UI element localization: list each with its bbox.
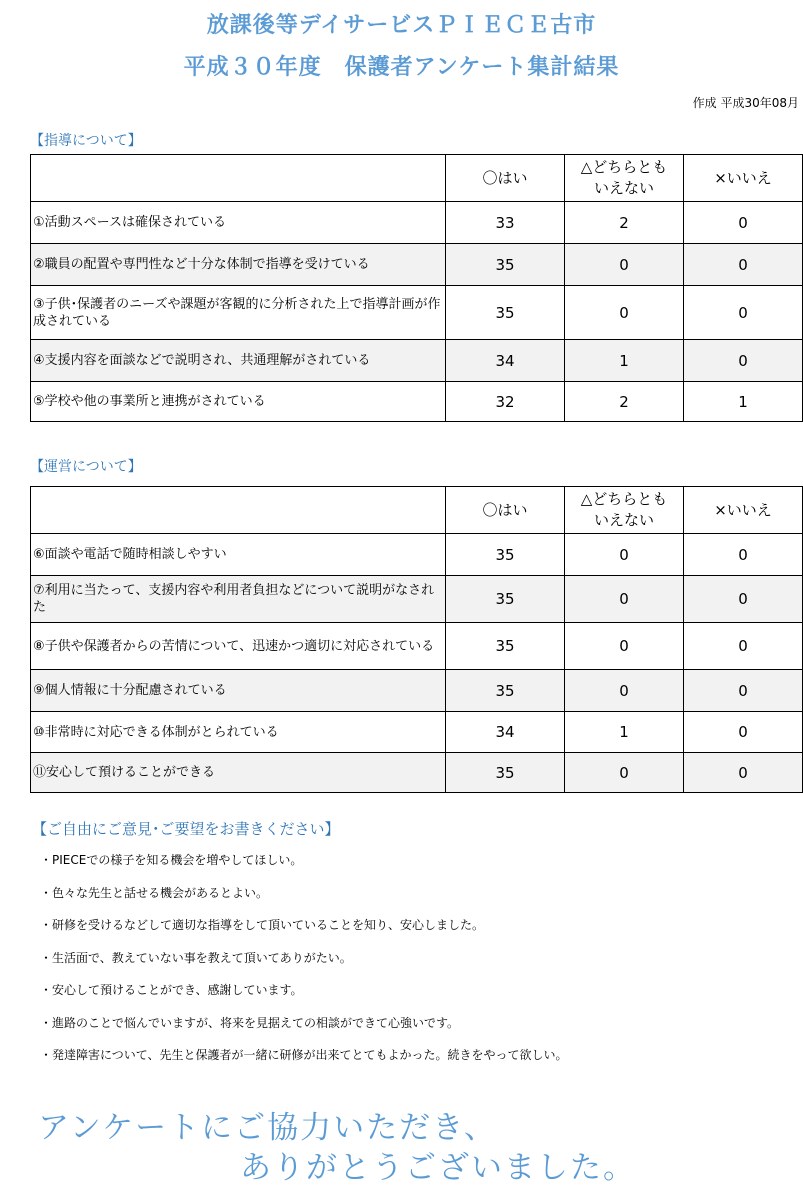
no-count: 1 (684, 382, 803, 422)
table-row (31, 712, 803, 753)
neither-count: 0 (565, 244, 684, 286)
question-cell: ②職員の配置や専門性など十分な体制で指導を受けている (31, 244, 446, 286)
neither-count: 2 (565, 382, 684, 422)
page-subtitle: 平成３０年度 保護者アンケート集計結果 (183, 54, 620, 80)
question-cell: ①活動スペースは確保されている (31, 202, 446, 244)
neither-count: 0 (565, 576, 684, 623)
neither-count: 0 (565, 753, 684, 793)
no-count: 0 (684, 753, 803, 793)
list-item: ・発達障害について、先生と保護者が一緒に研修が出来てとてもよかった。続きをやって欲しい。 (40, 1048, 568, 1062)
guidance-section-label: 【指導について】 (30, 133, 142, 149)
list-item: ・PIECEでの様子を知る機会を増やしてほしい。 (40, 853, 303, 867)
yes-header: 〇はい (446, 487, 565, 534)
no-count: 0 (684, 286, 803, 340)
thanks-line1: アンケートにご協力いただき、 (38, 1110, 497, 1146)
operation-section-label: 【運営について】 (30, 459, 142, 475)
question-header-cell (31, 155, 446, 202)
yes-count: 32 (446, 382, 565, 422)
neither-count: 1 (565, 712, 684, 753)
no-count: 0 (684, 244, 803, 286)
question-cell: ⑩非常時に対応できる体制がとられている (31, 712, 446, 753)
list-item: ・進路のことで悩んでいますが、将来を見据えての相談ができて心強いです。 (40, 1015, 460, 1030)
neither-count: 2 (565, 202, 684, 244)
question-cell: ⑦利用に当たって、支援内容や利用者負担などについて説明がなされた (31, 576, 446, 623)
yes-count: 35 (446, 534, 565, 576)
list-item: ・研修を受けるなどして適切な指導をして頂いていることを知り、安心しました。 (40, 918, 485, 932)
question-cell: ⑥面談や電話で随時相談しやすい (31, 534, 446, 576)
no-count: 0 (684, 623, 803, 670)
no-header: ×いいえ (684, 155, 803, 202)
neither-header-line2: いえない (593, 179, 654, 197)
operation-table (30, 486, 803, 793)
thanks-line2: ありがとうございました。 (240, 1150, 636, 1186)
table-row (31, 534, 803, 576)
neither-count: 0 (565, 623, 684, 670)
question-cell: ⑤学校や他の事業所と連携がされている (31, 382, 446, 422)
table-header-row (31, 155, 803, 202)
question-cell: ③子供･保護者のニーズや課題が客観的に分析された上で指導計画が作成されている (31, 286, 446, 340)
question-cell: ⑪安心して預けることができる (31, 753, 446, 793)
yes-count: 35 (446, 286, 565, 340)
neither-count: 0 (565, 534, 684, 576)
neither-count: 0 (565, 670, 684, 712)
free-comments-label: 【ご自由にご意見･ご要望をお書きください】 (32, 820, 340, 838)
table-row (31, 244, 803, 286)
comment-list (40, 850, 568, 1078)
table-row (31, 623, 803, 670)
table-row (31, 340, 803, 382)
no-count: 0 (684, 576, 803, 623)
neither-header-line2: いえない (593, 511, 654, 529)
guidance-table (30, 154, 803, 422)
no-count: 0 (684, 340, 803, 382)
question-cell: ④支援内容を面談などで説明され、共通理解がされている (31, 340, 446, 382)
table-row (31, 286, 803, 340)
question-header-cell (31, 487, 446, 534)
table-row (31, 202, 803, 244)
question-cell: ⑨個人情報に十分配慮されている (31, 670, 446, 712)
table-row (31, 753, 803, 793)
yes-count: 35 (446, 244, 565, 286)
table-row (31, 576, 803, 623)
table-row (31, 382, 803, 422)
yes-header: 〇はい (446, 155, 565, 202)
yes-count: 35 (446, 623, 565, 670)
yes-count: 34 (446, 712, 565, 753)
page-title: 放課後等デイサービスＰＩＥＣＥ古市 (206, 12, 597, 38)
yes-count: 33 (446, 202, 565, 244)
yes-count: 35 (446, 753, 565, 793)
created-date: 作成 平成30年08月 (692, 96, 799, 110)
yes-count: 35 (446, 576, 565, 623)
no-count: 0 (684, 534, 803, 576)
no-count: 0 (684, 202, 803, 244)
neither-header-line1: △どちらとも (580, 490, 668, 508)
yes-count: 35 (446, 670, 565, 712)
neither-header (565, 155, 684, 202)
no-count: 0 (684, 670, 803, 712)
neither-count: 0 (565, 286, 684, 340)
list-item: ・安心して預けることができ、感謝しています。 (40, 983, 303, 997)
table-header-row (31, 487, 803, 534)
list-item: ・生活面で、教えていない事を教えて頂いてありがたい。 (40, 950, 352, 965)
neither-header-line1: △どちらとも (580, 158, 668, 176)
yes-count: 34 (446, 340, 565, 382)
list-item: ・色々な先生と話せる機会があるとよい。 (40, 885, 269, 900)
neither-header (565, 487, 684, 534)
no-count: 0 (684, 712, 803, 753)
question-cell: ⑧子供や保護者からの苦情について、迅速かつ適切に対応されている (31, 623, 446, 670)
no-header: ×いいえ (684, 487, 803, 534)
neither-count: 1 (565, 340, 684, 382)
table-row (31, 670, 803, 712)
